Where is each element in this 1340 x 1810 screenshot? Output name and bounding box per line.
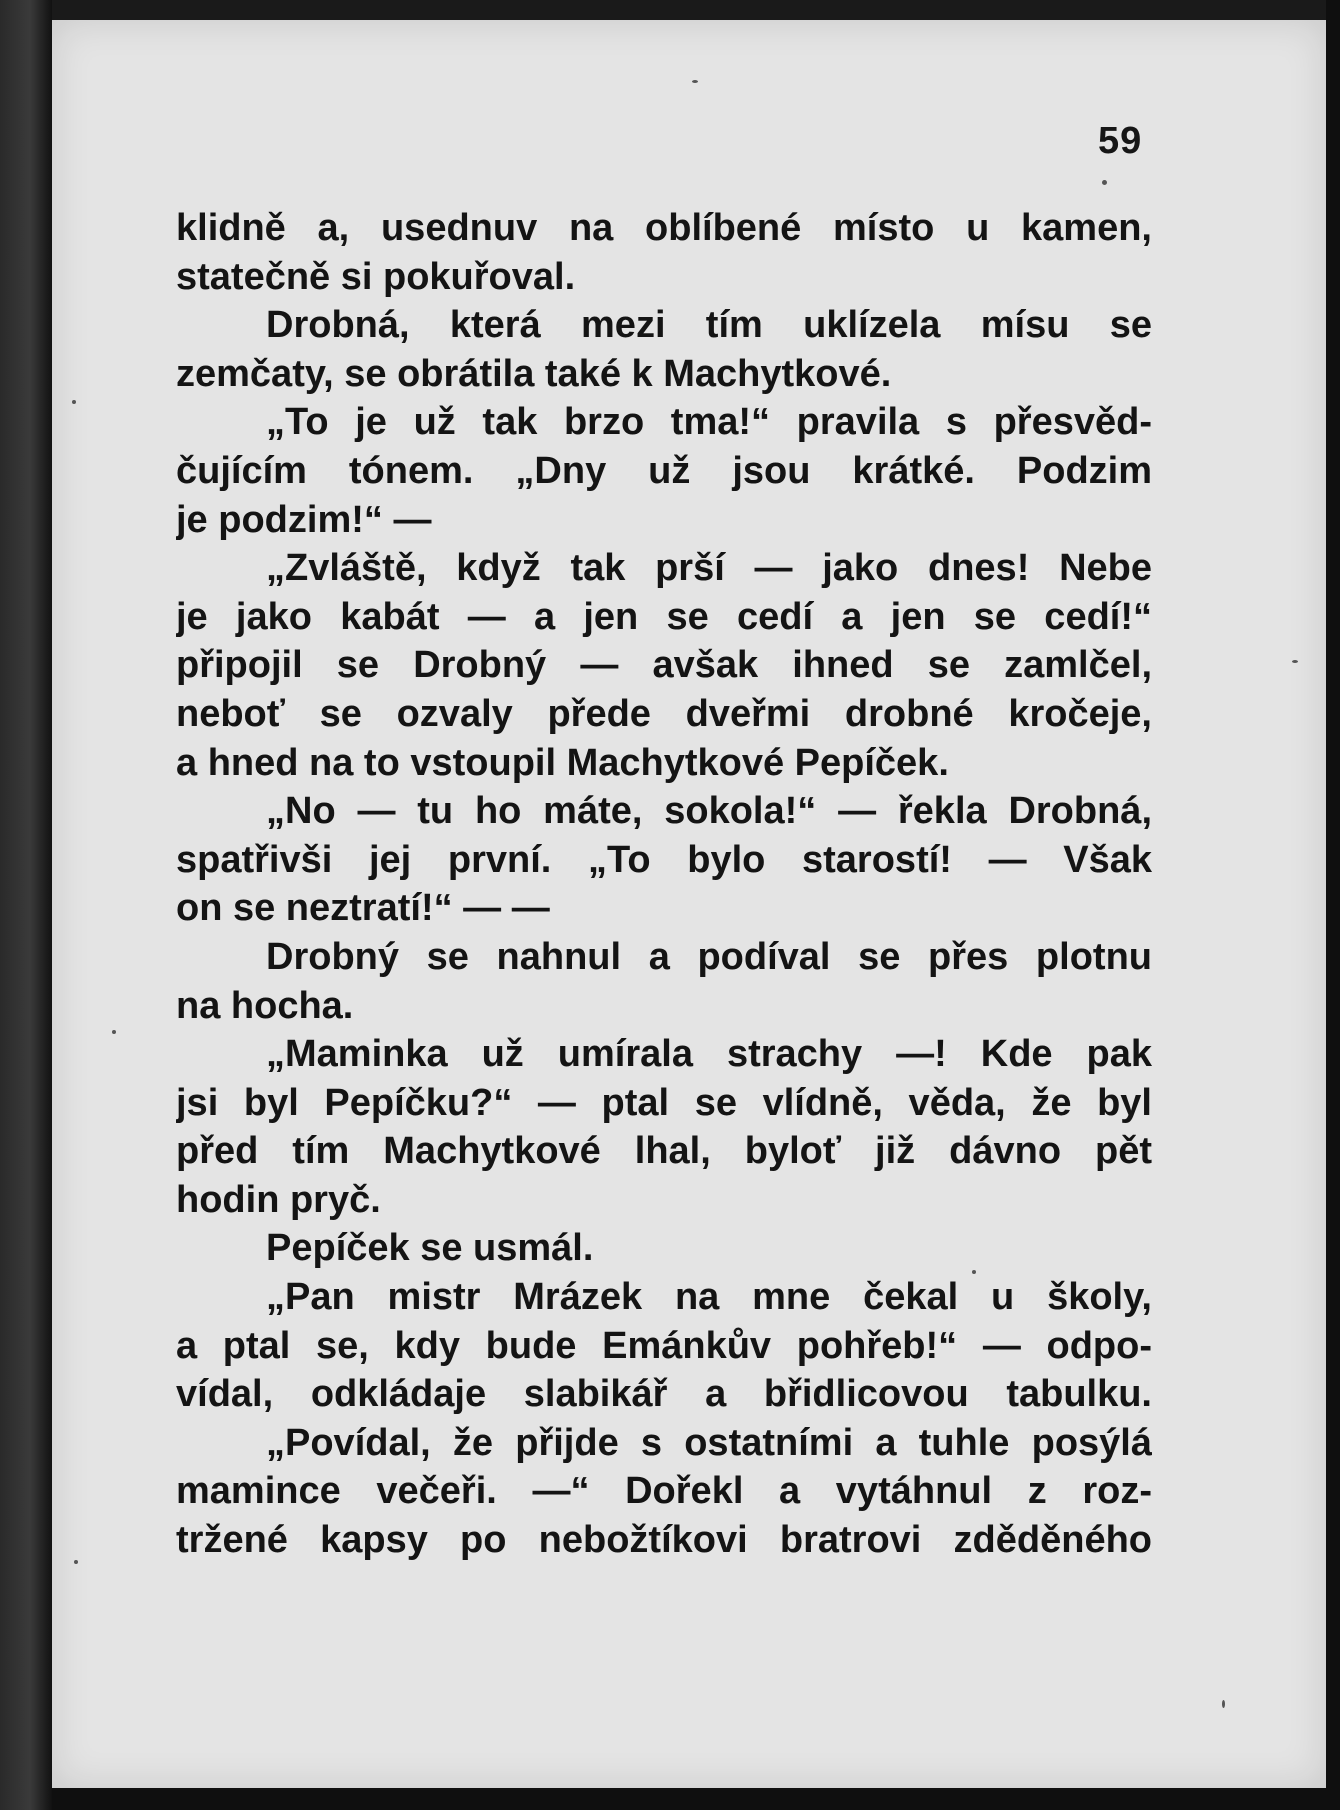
paper-speck <box>72 400 76 404</box>
text-line: je jako kabát — a jen se cedí a jen se cedí!“ <box>176 595 1152 638</box>
text-line: jsi byl Pepíčku?“ — ptal se vlídně, věda, že byl <box>176 1081 1152 1124</box>
text-line: zemčaty, se obrátila také k Machytkové. <box>176 352 892 395</box>
text-line: hodin pryč. <box>176 1178 381 1221</box>
paper-speck <box>74 1560 78 1564</box>
book-spine-shadow <box>0 0 52 1810</box>
text-line: vídal, odkládaje slabikář a břidlicovou tabulku. <box>176 1373 1152 1416</box>
text-line: a hned na to vstoupil Machytkové Pepíček. <box>176 741 949 784</box>
paper-speck <box>1222 1700 1225 1708</box>
text-line: „Maminka už umírala strachy —! Kde pak <box>266 1033 1152 1076</box>
text-line: a ptal se, kdy bude Emánkův pohřeb!“ — odpo- <box>176 1324 1152 1367</box>
paper-speck <box>1102 180 1107 185</box>
text-line: Drobný se nahnul a podíval se přes plotnu <box>266 935 1152 978</box>
text-line: je podzim!“ — <box>176 498 432 541</box>
scan-border-bottom <box>52 1788 1340 1810</box>
text-line: před tím Machytkové lhal, byloť již dávno pět <box>176 1130 1152 1173</box>
body-text <box>176 204 1152 1565</box>
paper-speck <box>112 1030 116 1034</box>
text-line: neboť se ozvaly přede dveřmi drobné kročeje, <box>176 692 1152 735</box>
text-line: na hocha. <box>176 984 354 1027</box>
text-line: on se neztratí!“ — — <box>176 887 550 930</box>
paper-speck <box>1292 660 1298 663</box>
text-line: Pepíček se usmál. <box>266 1227 594 1270</box>
text-line: „Zvláště, když tak prší — jako dnes! Nebe <box>266 547 1152 590</box>
text-line: „Povídal, že přijde s ostatními a tuhle posýlá <box>266 1421 1152 1464</box>
text-line: klidně a, usednuv na oblíbené místo u kamen, <box>176 207 1152 249</box>
text-line: Drobná, která mezi tím uklízela mísu se <box>266 304 1152 347</box>
text-line: čujícím tónem. „Dny už jsou krátké. Podzim <box>176 449 1152 492</box>
text-line: spatřivši jej první. „To bylo starostí! — Však <box>176 838 1152 881</box>
text-line: statečně si pokuřoval. <box>176 255 576 298</box>
text-line: připojil se Drobný — avšak ihned se zamlčel, <box>176 644 1152 687</box>
text-line: „Pan mistr Mrázek na mne čekal u školy, <box>266 1276 1152 1319</box>
text-line: tržené kapsy po nebožtíkovi bratrovi zděděného <box>176 1519 1152 1562</box>
text-line: „To je už tak brzo tma!“ pravila s přesvěd- <box>266 401 1152 444</box>
text-line: „No — tu ho máte, sokola!“ — řekla Drobná, <box>266 790 1152 833</box>
text-line: mamince večeři. —“ Dořekl a vytáhnul z roz- <box>176 1470 1152 1513</box>
page-number: 59 <box>1098 120 1143 162</box>
paper-speck <box>692 80 698 83</box>
scan-border-right <box>1326 0 1340 1810</box>
